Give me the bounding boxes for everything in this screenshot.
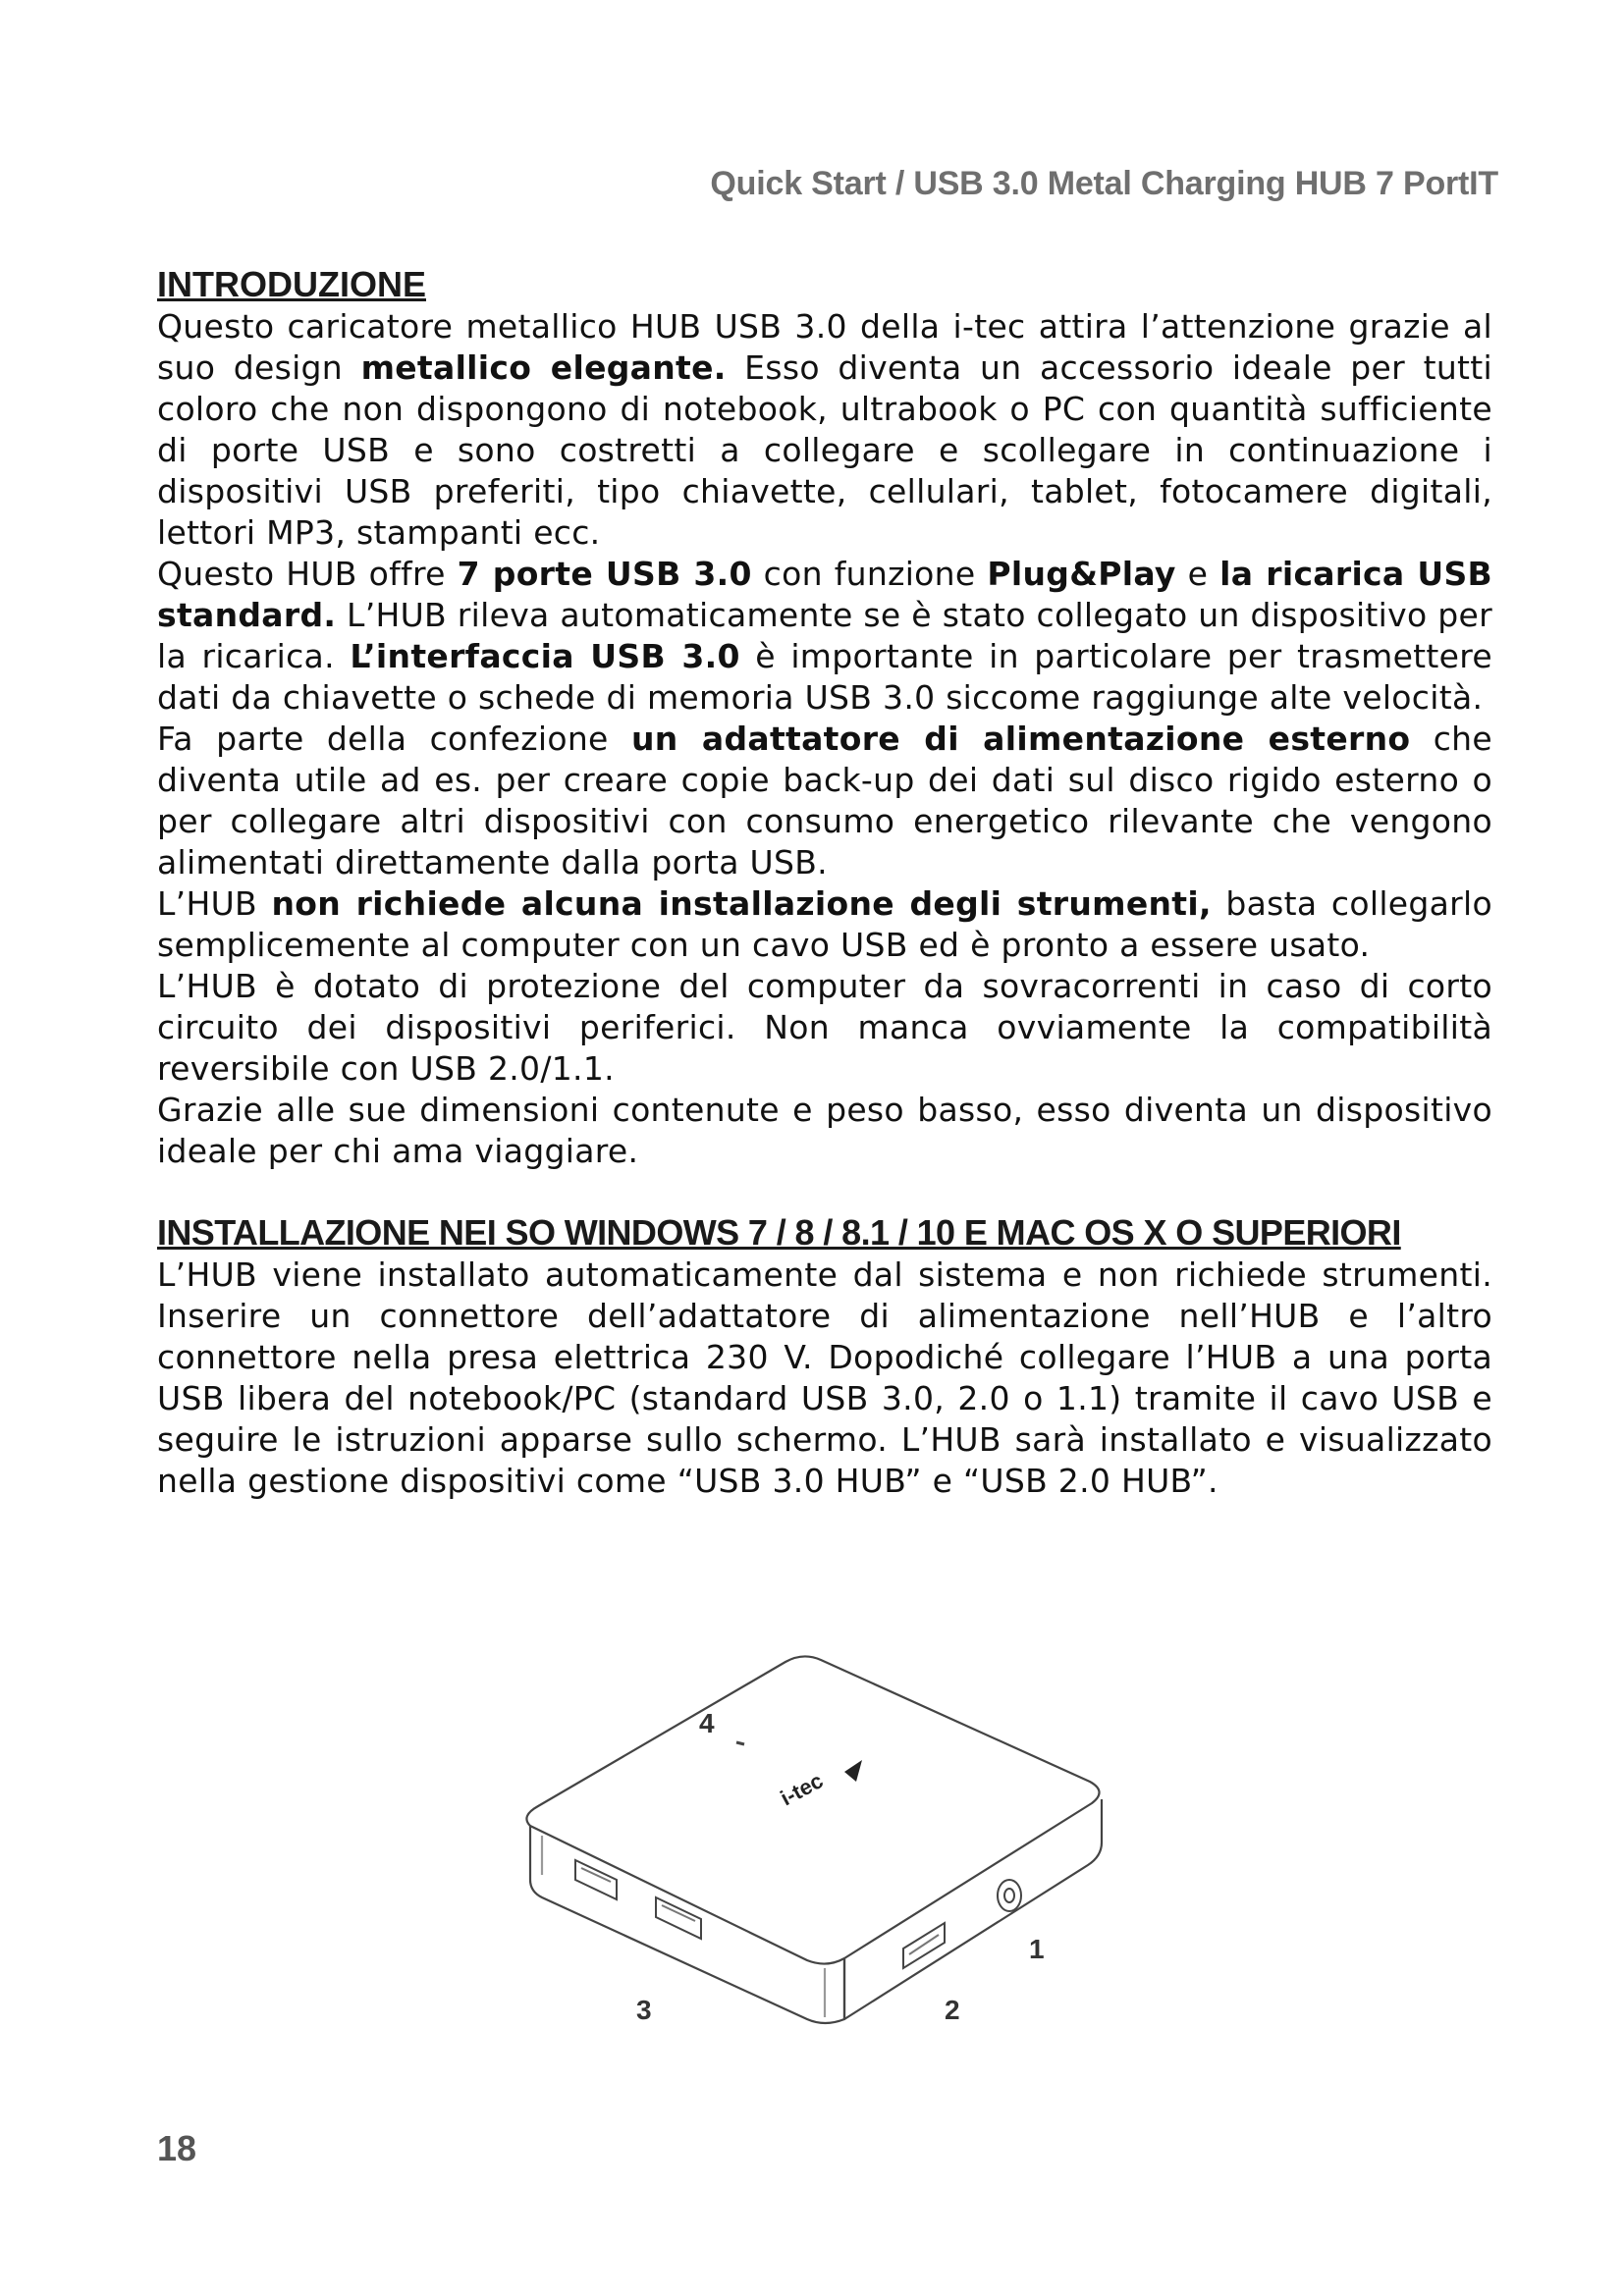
svg-text:i-tec: i-tec bbox=[776, 1768, 828, 1811]
intro-paragraph-2: Questo HUB offre 7 porte USB 3.0 con funzione Plug&Play e la ricarica USB standard. L’HUB rileva automaticamente se è stato collegato un dispositivo per la ricarica. L’interfaccia USB 3.0 è importante in particolare per trasmettere dati da chiavette o schede di memoria USB 3.0 siccome raggiunge alte velocità. bbox=[157, 555, 1493, 717]
intro-paragraph-4: L’HUB non richiede alcuna installazione degli strumenti, basta collegarlo semplicemente al computer con un cavo USB ed è pronto a essere usato. bbox=[157, 884, 1492, 964]
usb-hub-illustration bbox=[491, 1634, 1139, 2076]
itec-logo bbox=[777, 1760, 862, 1810]
label-4: 4 bbox=[699, 1708, 715, 1738]
usb-port-left-2 bbox=[656, 1897, 701, 1939]
intro-paragraph-5: L’HUB è dotato di protezione del computer da sovracorrenti in caso di corto circuito dei dispositivi periferici. Non manca ovviamente la compatibilità reversibile con USB 2.0/1.1. bbox=[157, 967, 1492, 1088]
label-1: 1 bbox=[1029, 1934, 1045, 1964]
hub-right-side bbox=[844, 1799, 1102, 2019]
label-2: 2 bbox=[945, 1995, 960, 2025]
page-content bbox=[157, 263, 1492, 1502]
hub-top-face bbox=[526, 1656, 1099, 1963]
power-jack bbox=[998, 1880, 1021, 1911]
page-number: 18 bbox=[157, 2128, 197, 2168]
label-3: 3 bbox=[636, 1995, 652, 2025]
intro-paragraph-3: Fa parte della confezione un adattatore di alimentazione esterno che diventa utile ad es. per creare copie back-up dei dati sul disco rigido esterno o per collegare altri dispositivi con consumo energetico rilevante che vengono alimentati direttamente dalla porta USB. bbox=[157, 720, 1492, 881]
hub-left-side bbox=[530, 1826, 844, 2023]
section-heading-installazione: INSTALLAZIONE NEI SO WINDOWS 7 / 8 / 8.1 / 10 E MAC OS X O SUPERIORI bbox=[157, 1212, 1401, 1253]
section-heading-introduzione: INTRODUZIONE bbox=[157, 264, 426, 304]
intro-paragraph-6: Grazie alle sue dimensioni contenute e peso basso, esso diventa un dispositivo ideale per chi ama viaggiare. bbox=[157, 1091, 1492, 1170]
page-header-title: Quick Start / USB 3.0 Metal Charging HUB 7 PortIT bbox=[710, 165, 1498, 202]
install-paragraph: L’HUB viene installato automaticamente dal sistema e non richiede strumenti. Inserire un connettore dell’adattatore di alimentazione nell’HUB e l’altro connettore nella presa elettrica 230 V. Dopodiché collegare l’HUB a una porta USB libera del notebook/PC (standard USB 3.0, 2.0 o 1.1) tramite il cavo USB e seguire le istruzioni apparse sullo schermo. L’HUB sarà installato e visualizzato nella gestione dispositivi come “USB 3.0 HUB” e “USB 2.0 HUB”. bbox=[157, 1255, 1492, 1500]
usb-port-left-1 bbox=[575, 1860, 617, 1899]
intro-paragraph-1: Questo caricatore metallico HUB USB 3.0 della i-tec attira l’attenzione grazie al suo design metallico elegante. Esso diventa un accessorio ideale per tutti coloro che non dispongono di notebook, ultrabook o PC con quantità sufficiente di porte USB e sono costretti a collegare e scollegare in continuazione i dispositivi USB preferiti, tipo chiavette, cellulari, tablet, fotocamere digitali, lettori MP3, stampanti ecc. bbox=[157, 307, 1492, 552]
